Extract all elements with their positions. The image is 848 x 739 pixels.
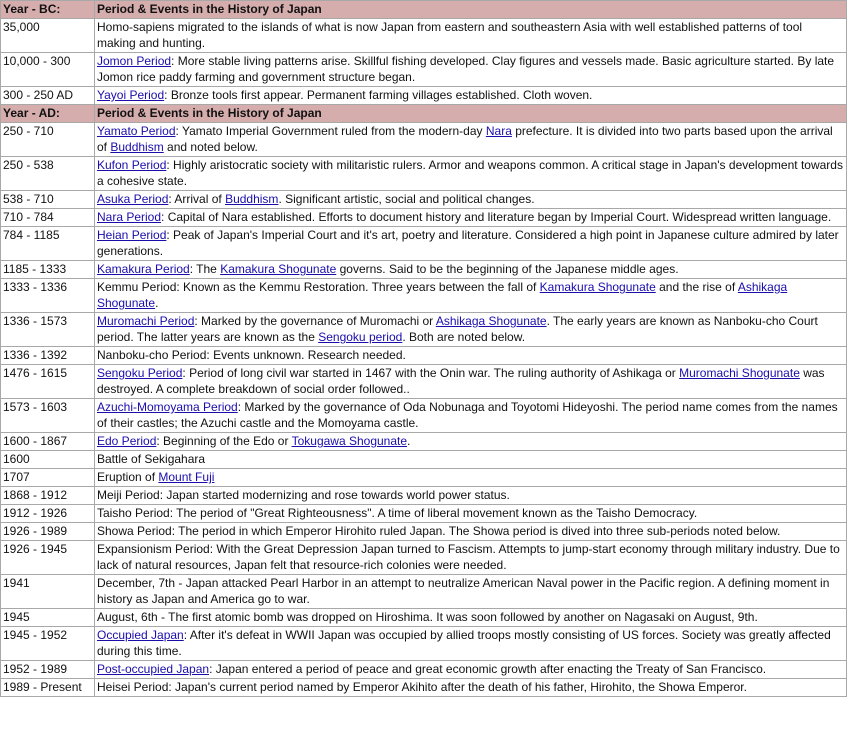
timeline-date: 1600: [1, 451, 95, 469]
timeline-date: 35,000: [1, 19, 95, 53]
timeline-row: [1, 541, 847, 575]
description-text: : Highly aristocratic society with militaristic rulers. Armor and weapons common. A critical stage in Japan's development towards a cohesive state.: [97, 158, 843, 188]
timeline-row: [1, 261, 847, 279]
timeline-row: [1, 399, 847, 433]
timeline-description: [95, 19, 847, 53]
timeline-date: 1926 - 1989: [1, 523, 95, 541]
timeline-description: [95, 679, 847, 697]
timeline-description: [95, 209, 847, 227]
timeline-row: [1, 575, 847, 609]
year-column-header: Year - AD:: [1, 105, 95, 123]
timeline-row: [1, 469, 847, 487]
description-text: prefecture. It is divided into two parts based upon the arrival of: [97, 124, 833, 154]
heian-period-link[interactable]: Heian Period: [97, 228, 167, 242]
timeline-date: 1600 - 1867: [1, 433, 95, 451]
timeline-row: [1, 313, 847, 347]
timeline-date: 710 - 784: [1, 209, 95, 227]
azuchi-momoyama-period-link[interactable]: Azuchi-Momoyama Period: [97, 400, 238, 414]
description-text: : Yamato Imperial Government ruled from the modern-day: [175, 124, 486, 138]
timeline-date: 300 - 250 AD: [1, 87, 95, 105]
timeline-description: [95, 123, 847, 157]
description-text: and noted below.: [163, 140, 258, 154]
timeline-row: [1, 87, 847, 105]
timeline-date: 1941: [1, 575, 95, 609]
timeline-date: 1989 - Present: [1, 679, 95, 697]
section-header-row: [1, 1, 847, 19]
description-text: Eruption of: [97, 470, 159, 484]
description-text: Taisho Period: The period of "Great Righteousness". A time of liberal movement known as the Taisho Democracy.: [97, 506, 698, 520]
description-text: August, 6th - The first atomic bomb was dropped on Hiroshima. It was soon followed by another on Nagasaki on August, 9th.: [97, 610, 758, 624]
kufon-period-link[interactable]: Kufon Period: [97, 158, 167, 172]
timeline-description: [95, 433, 847, 451]
timeline-row: [1, 433, 847, 451]
description-text: : More stable living patterns arise. Skillful fishing developed. Clay figures and vessels made. Basic agriculture started. By late Jomon rice paddy farming and government structure began.: [97, 54, 835, 84]
timeline-row: [1, 523, 847, 541]
timeline-description: [95, 261, 847, 279]
description-text: . Both are noted below.: [402, 330, 526, 344]
kamakura-shogunate-link[interactable]: Kamakura Shogunate: [220, 262, 337, 276]
nara-link[interactable]: Nara: [485, 124, 512, 138]
timeline-date: 10,000 - 300: [1, 53, 95, 87]
timeline-description: [95, 365, 847, 399]
description-text: . The early years are known as Nanboku-cho Court period. The latter years are known as the: [97, 314, 818, 344]
description-text: .: [155, 296, 159, 310]
timeline-description: [95, 627, 847, 661]
year-column-header: Year - BC:: [1, 1, 95, 19]
timeline-row: [1, 191, 847, 209]
timeline-row: [1, 365, 847, 399]
description-text: Homo-sapiens migrated to the islands of what is now Japan from eastern and southeastern Asia with well established patterns of tool making and hunting.: [97, 20, 803, 50]
buddhism-link[interactable]: Buddhism: [110, 140, 164, 154]
buddhism-link[interactable]: Buddhism: [225, 192, 279, 206]
timeline-description: [95, 313, 847, 347]
description-text: . Significant artistic, social and political changes.: [278, 192, 535, 206]
sengoku-period-link[interactable]: Sengoku Period: [97, 366, 183, 380]
timeline-row: [1, 157, 847, 191]
description-text: : Peak of Japan's Imperial Court and it's art, poetry and literature. Considered a high point in Japanese culture admired by later generations.: [97, 228, 839, 258]
mount-fuji-link[interactable]: Mount Fuji: [158, 470, 215, 484]
tokugawa-shogunate-link[interactable]: Tokugawa Shogunate: [291, 434, 408, 448]
timeline-row: [1, 679, 847, 697]
timeline-row: [1, 209, 847, 227]
timeline-description: [95, 399, 847, 433]
timeline-date: 1185 - 1333: [1, 261, 95, 279]
timeline-date: 1573 - 1603: [1, 399, 95, 433]
description-text: : After it's defeat in WWII Japan was occupied by allied troops mostly consisting of US forces. Society was greatly affected during this time.: [97, 628, 831, 658]
timeline-description: [95, 505, 847, 523]
ashikaga-shogunate-link[interactable]: Ashikaga Shogunate: [435, 314, 547, 328]
timeline-date: 1926 - 1945: [1, 541, 95, 575]
edo-period-link[interactable]: Edo Period: [97, 434, 157, 448]
description-text: Battle of Sekigahara: [97, 452, 206, 466]
description-text: : Beginning of the Edo or: [156, 434, 292, 448]
description-text: : Marked by the governance of Oda Nobunaga and Toyotomi Hideyoshi. The period name comes from the names of their castles; the Azuchi castle and the Momoyama castle.: [97, 400, 838, 430]
timeline-row: [1, 627, 847, 661]
description-text: : Japan entered a period of peace and great economic growth after enacting the Treaty of San Francisco.: [209, 662, 767, 676]
timeline-row: [1, 279, 847, 313]
timeline-date: 1868 - 1912: [1, 487, 95, 505]
timeline-body: [1, 1, 847, 697]
yamato-period-link[interactable]: Yamato Period: [97, 124, 176, 138]
timeline-description: [95, 523, 847, 541]
description-text: Expansionism Period: With the Great Depression Japan turned to Fascism. Attempts to jump-start economy through military industry. Due to lack of natural resources, Japan felt that resource-rich colonies were needed.: [97, 542, 840, 572]
description-text: .: [407, 434, 411, 448]
timeline-description: [95, 451, 847, 469]
timeline-date: 1333 - 1336: [1, 279, 95, 313]
event-column-header: Period & Events in the History of Japan: [95, 105, 847, 123]
timeline-date: 1336 - 1573: [1, 313, 95, 347]
timeline-description: [95, 87, 847, 105]
timeline-row: [1, 227, 847, 261]
nara-period-link[interactable]: Nara Period: [97, 210, 162, 224]
timeline-date: 1945 - 1952: [1, 627, 95, 661]
kamakura-shogunate-link[interactable]: Kamakura Shogunate: [539, 280, 656, 294]
timeline-date: 1336 - 1392: [1, 347, 95, 365]
timeline-date: 1476 - 1615: [1, 365, 95, 399]
timeline-description: [95, 469, 847, 487]
muromachi-period-link[interactable]: Muromachi Period: [97, 314, 195, 328]
description-text: Heisei Period: Japan's current period named by Emperor Akihito after the death of his father, Hirohito, the Showa Emperor.: [97, 680, 747, 694]
timeline-description: [95, 575, 847, 609]
description-text: : Bronze tools first appear. Permanent farming villages established. Cloth woven.: [164, 88, 593, 102]
timeline-description: [95, 157, 847, 191]
description-text: : Arrival of: [168, 192, 226, 206]
timeline-description: [95, 541, 847, 575]
description-text: : The: [189, 262, 221, 276]
description-text: : Period of long civil war started in 1467 with the Onin war. The ruling authority of Ashikaga or: [182, 366, 680, 380]
sengoku-period-link[interactable]: Sengoku period: [318, 330, 403, 344]
muromachi-shogunate-link[interactable]: Muromachi Shogunate: [679, 366, 800, 380]
timeline-description: [95, 191, 847, 209]
description-text: Showa Period: The period in which Emperor Hirohito ruled Japan. The Showa period is dived into three sub-periods noted below.: [97, 524, 781, 538]
ashikaga-shogunate-link[interactable]: Ashikaga Shogunate: [97, 280, 788, 310]
description-text: and the rise of: [655, 280, 738, 294]
timeline-date: 1912 - 1926: [1, 505, 95, 523]
timeline-row: [1, 19, 847, 53]
timeline-description: [95, 227, 847, 261]
timeline-row: [1, 609, 847, 627]
timeline-row: [1, 53, 847, 87]
post-occupied-japan-link[interactable]: Post-occupied Japan: [97, 662, 210, 676]
description-text: governs. Said to be the beginning of the Japanese middle ages.: [336, 262, 679, 276]
kamakura-period-link[interactable]: Kamakura Period: [97, 262, 190, 276]
timeline-description: [95, 279, 847, 313]
timeline-date: 1952 - 1989: [1, 661, 95, 679]
timeline-description: [95, 609, 847, 627]
timeline-date: 250 - 538: [1, 157, 95, 191]
timeline-date: 250 - 710: [1, 123, 95, 157]
description-text: Nanboku-cho Period: Events unknown. Research needed.: [97, 348, 406, 362]
occupied-japan-link[interactable]: Occupied Japan: [97, 628, 184, 642]
timeline-date: 1945: [1, 609, 95, 627]
yayoi-period-link[interactable]: Yayoi Period: [97, 88, 165, 102]
description-text: : Marked by the governance of Muromachi or: [194, 314, 436, 328]
timeline-row: [1, 505, 847, 523]
timeline-date: 784 - 1185: [1, 227, 95, 261]
description-text: Meiji Period: Japan started modernizing and rose towards world power status.: [97, 488, 510, 502]
asuka-period-link[interactable]: Asuka Period: [97, 192, 169, 206]
description-text: Kemmu Period: Known as the Kemmu Restoration. Three years between the fall of: [97, 280, 540, 294]
timeline-date: 1707: [1, 469, 95, 487]
timeline-row: [1, 451, 847, 469]
timeline-description: [95, 487, 847, 505]
timeline-row: [1, 487, 847, 505]
timeline-description: [95, 53, 847, 87]
timeline-date: 538 - 710: [1, 191, 95, 209]
jomon-period-link[interactable]: Jomon Period: [97, 54, 172, 68]
description-text: December, 7th - Japan attacked Pearl Harbor in an attempt to neutralize American Naval power in the Pacific region. A defining moment in history as Japan and America go to war.: [97, 576, 830, 606]
timeline-description: [95, 661, 847, 679]
description-text: was destroyed. A complete breakdown of social order followed..: [97, 366, 825, 396]
section-header-row: [1, 105, 847, 123]
timeline-row: [1, 123, 847, 157]
description-text: : Capital of Nara established. Efforts to document history and literature began by Imperial Court. Widespread written language.: [161, 210, 832, 224]
timeline-row: [1, 347, 847, 365]
timeline-description: [95, 347, 847, 365]
timeline-row: [1, 661, 847, 679]
event-column-header: Period & Events in the History of Japan: [95, 1, 847, 19]
